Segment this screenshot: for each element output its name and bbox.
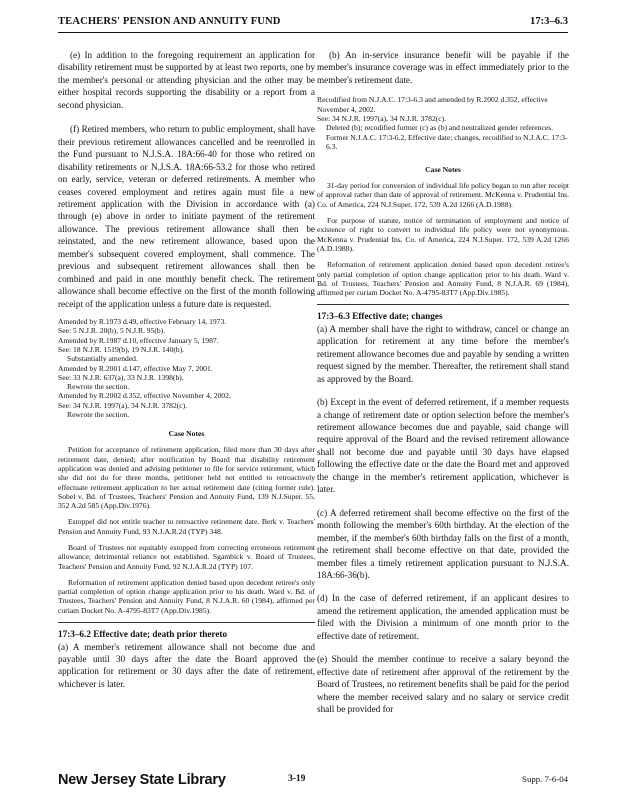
paragraph-b: (b) An in-service insurance benefit will be payable if the member's insurance coverage was in effect immediately prior to the member's retirement date. (317, 50, 569, 85)
section-heading (58, 628, 315, 640)
case-note: Estoppel did not entitle teacher to retroactive retirement date. Berk v. Teachers' Pension and Annuity Fund, 93 N.J.A.R.2d (TYP) 348. (58, 517, 315, 536)
history-line: Deleted (b); recodified former (c) as (b) and neutralized gender references. Former N.J.A.C. 17:3-6.2, Effective date; changes, recodified to N.J.A.C. 17:3-6.3. (326, 123, 568, 151)
case-note: For purpose of statute, notice of termination of employment and notice of existence of right to convert to individual life policy were not synonymous. McKenna v. Prudential Ins. Co. of America, 224 N.J.Super. 172, 539 A.2d 1266 (A.D.1988). (317, 216, 569, 253)
section-paragraph: (a) A member shall have the right to withdraw, cancel or change an application for retirement at any time before the member's retirement allowance becomes due and payable by sending a written request signed by the member. Thereafter, the retirement shall stand as approved by the Board. (317, 323, 569, 384)
library-stamp: New Jersey State Library (58, 772, 226, 788)
case-notes-list (58, 445, 315, 615)
section-divider (317, 304, 569, 305)
paragraph-e: (e) In addition to the foregoing requirement an application for disability retirement must be supported by at least two reports, one by the member's personal or attending physician and the other may be either hospital records supporting the disability or a report from a second physician. (58, 50, 315, 110)
page-number: 3-19 (288, 774, 306, 784)
case-note: 31-day period for conversion of individual life policy began to run after receipt of approval rather than date of approval of retirement. McKenna v. Prudential Ins. Co. of America, 224 N.J.Super. 172, 539 A.2d 1266 (A.D.1988). (317, 181, 569, 209)
history-line: See: 33 N.J.R. 637(a), 33 N.J.R. 1398(b). (58, 372, 184, 382)
section-title: Effective date; changes (352, 311, 443, 322)
history-line: See: 5 N.J.R. 20(b), 5 N.J.R. 95(b). (58, 326, 166, 336)
section-paragraph: (c) A deferred retirement shall become effective on the first of the month following the member's 60th birthday. At the election of the member, if the member's 60th birthday falls on the first of a month, the retirement shall become effective on that date, provided the member files a timely retirement application pursuant to N.J.S.A. 18A:66-36(b). (317, 507, 569, 581)
section-title: Effective date; death prior thereto (93, 629, 228, 640)
history-line: Amended by R.1987 d.10, effective January 5, 1987. (58, 335, 219, 345)
case-notes-list (317, 181, 569, 297)
header-title: TEACHERS' PENSION AND ANNUITY FUND (58, 16, 281, 27)
history-notes (58, 317, 315, 419)
case-note: Petition for acceptance of retirement application, filed more than 30 days after retirement date, denied; after notification by Board that disability retirement application was denied and advising petitioner to file for service retirement, which she did not do for three months, petitioner held not entitled to retroactively effectuate retirement application to her actual retirement date (citing former rule). Sobel v. Bd. of Trustees, Teachers' Pension and Annuity Fund, 139 N.J.Super. 55, 352 A.2d 585 (App.Div.1976). (58, 445, 315, 511)
section-number: 17:3–6.3 (317, 311, 350, 322)
section-paragraph-a: (a) A member's retirement allowance shall not become due and payable until 30 days after the date the Board approved the application for retirement or 30 days after the date of retirement, whichever is later. (58, 641, 315, 689)
history-line: Amended by R.2001 d.147, effective May 7, 2001. (58, 363, 213, 373)
case-note: Board of Trustees not equitably estopped from correcting erroneous retirement allowance; detrimental reliance not established. Sgambick v. Board of Trustees, Teachers' Pension and Annuity Fund, 92 N.J.A.R.2d (TYP) 107. (58, 543, 315, 571)
section-paragraph: (d) In the case of deferred retirement, if an applicant desires to amend the retirement application, the amended application must be filed with the Division a minimum of one month prior to the effective date of retirement. (317, 593, 569, 641)
section-heading (317, 310, 569, 322)
running-header (58, 16, 568, 33)
history-line: See: 34 N.J.R. 1997(a), 34 N.J.R. 3782(c). (317, 113, 447, 123)
history-line: Amended by R.1973 d.49, effective February 14, 1973. (58, 317, 227, 327)
section-number: 17:3–6.2 (58, 629, 91, 640)
history-line: See: 34 N.J.R. 1997(a), 34 N.J.R. 3782(c). (58, 400, 188, 410)
history-line: Rewrote the section. (67, 410, 130, 420)
case-note: Reformation of retirement application denied based upon decedent retiree's only partial completion of option change application prior to his death. Ward v. Bd. of Trustees, Teachers' Pension and Annuity Fund, 8 N.J.A.R. 69 (1984), affirmed per curiam Docket No. A-4795-83T7 (App.Div.1985). (317, 260, 569, 298)
section-paragraph: (b) Except in the event of deferred retirement, if a member requests a change of retirement date or option selection before the member's retirement allowance becomes due and payable, said change will require approval of the Board and the revised retirement allowance shall not become due and payable until 30 days have elapsed following the effective date or the date the Board met and approved the change in the member's retirement application, whichever is later. (317, 397, 569, 495)
history-line: Rewrote the section. (67, 382, 130, 392)
supplement-date: Supp. 7-6-04 (522, 774, 568, 784)
history-notes (317, 95, 569, 151)
history-line: Substantially amended. (67, 354, 138, 364)
history-line: Amended by R.2002 d.352, effective November 4, 2002. (58, 391, 231, 401)
case-notes-title: Case Notes (425, 165, 461, 175)
section-paragraphs (317, 323, 569, 716)
case-notes-title: Case Notes (168, 429, 205, 439)
history-line: See: 18 N.J.R. 1519(b), 19 N.J.R. 140(b). (58, 344, 185, 354)
header-section: 17:3–6.3 (530, 16, 568, 27)
right-column (317, 49, 569, 727)
left-column (58, 49, 315, 690)
case-note: Reformation of retirement application denied based upon decedent retiree's only partial completion of option change application prior to his death. Ward v. Bd. of Trustees, Teachers' Pension and Annuity Fund, 8 N.J.A.R. 60 (1984), affirmed per curiam Docket No. A-4795-83T7 (App.Div.1985). (58, 577, 315, 615)
section-divider (58, 622, 315, 623)
paragraph-f: (f) Retired members, who return to public employment, shall have their previous retirement allowances cancelled and be reenrolled in the Fund pursuant to N.J.S.A. 18A:66-40 for those who retired on disability retirements or N.J.S.A. 18A:66-53.2 for those who retired on early, service, veteran or deferred retirements. A member who ceases covered employment and retires again must file a new retirement application with the Division in accordance with (a) through (e) above in order to initiate payment of the retirement allowance. The previous retirement allowance shall then be reinstated, and the new retirement allowance, based upon the member's subsequent covered employment, shall commence. The previous and subsequent retirement allowances shall then be combined and paid in one monthly benefit check. The retirement allowance shall become effective on the first of the month following receipt of the application unless a future date is requested. (58, 124, 315, 309)
history-line: Recodified from N.J.A.C. 17:3-6.3 and amended by R.2002 d.352, effective November 4, 2002. (317, 95, 548, 114)
page-footer (58, 772, 568, 792)
section-paragraph: (e) Should the member continue to receive a salary beyond the effective date of retirement after approval of the retirement by the Board of Trustees, no retirement benefits shall be paid for the period where the member received salary and no salary or service credit shall be provided for (317, 654, 569, 715)
